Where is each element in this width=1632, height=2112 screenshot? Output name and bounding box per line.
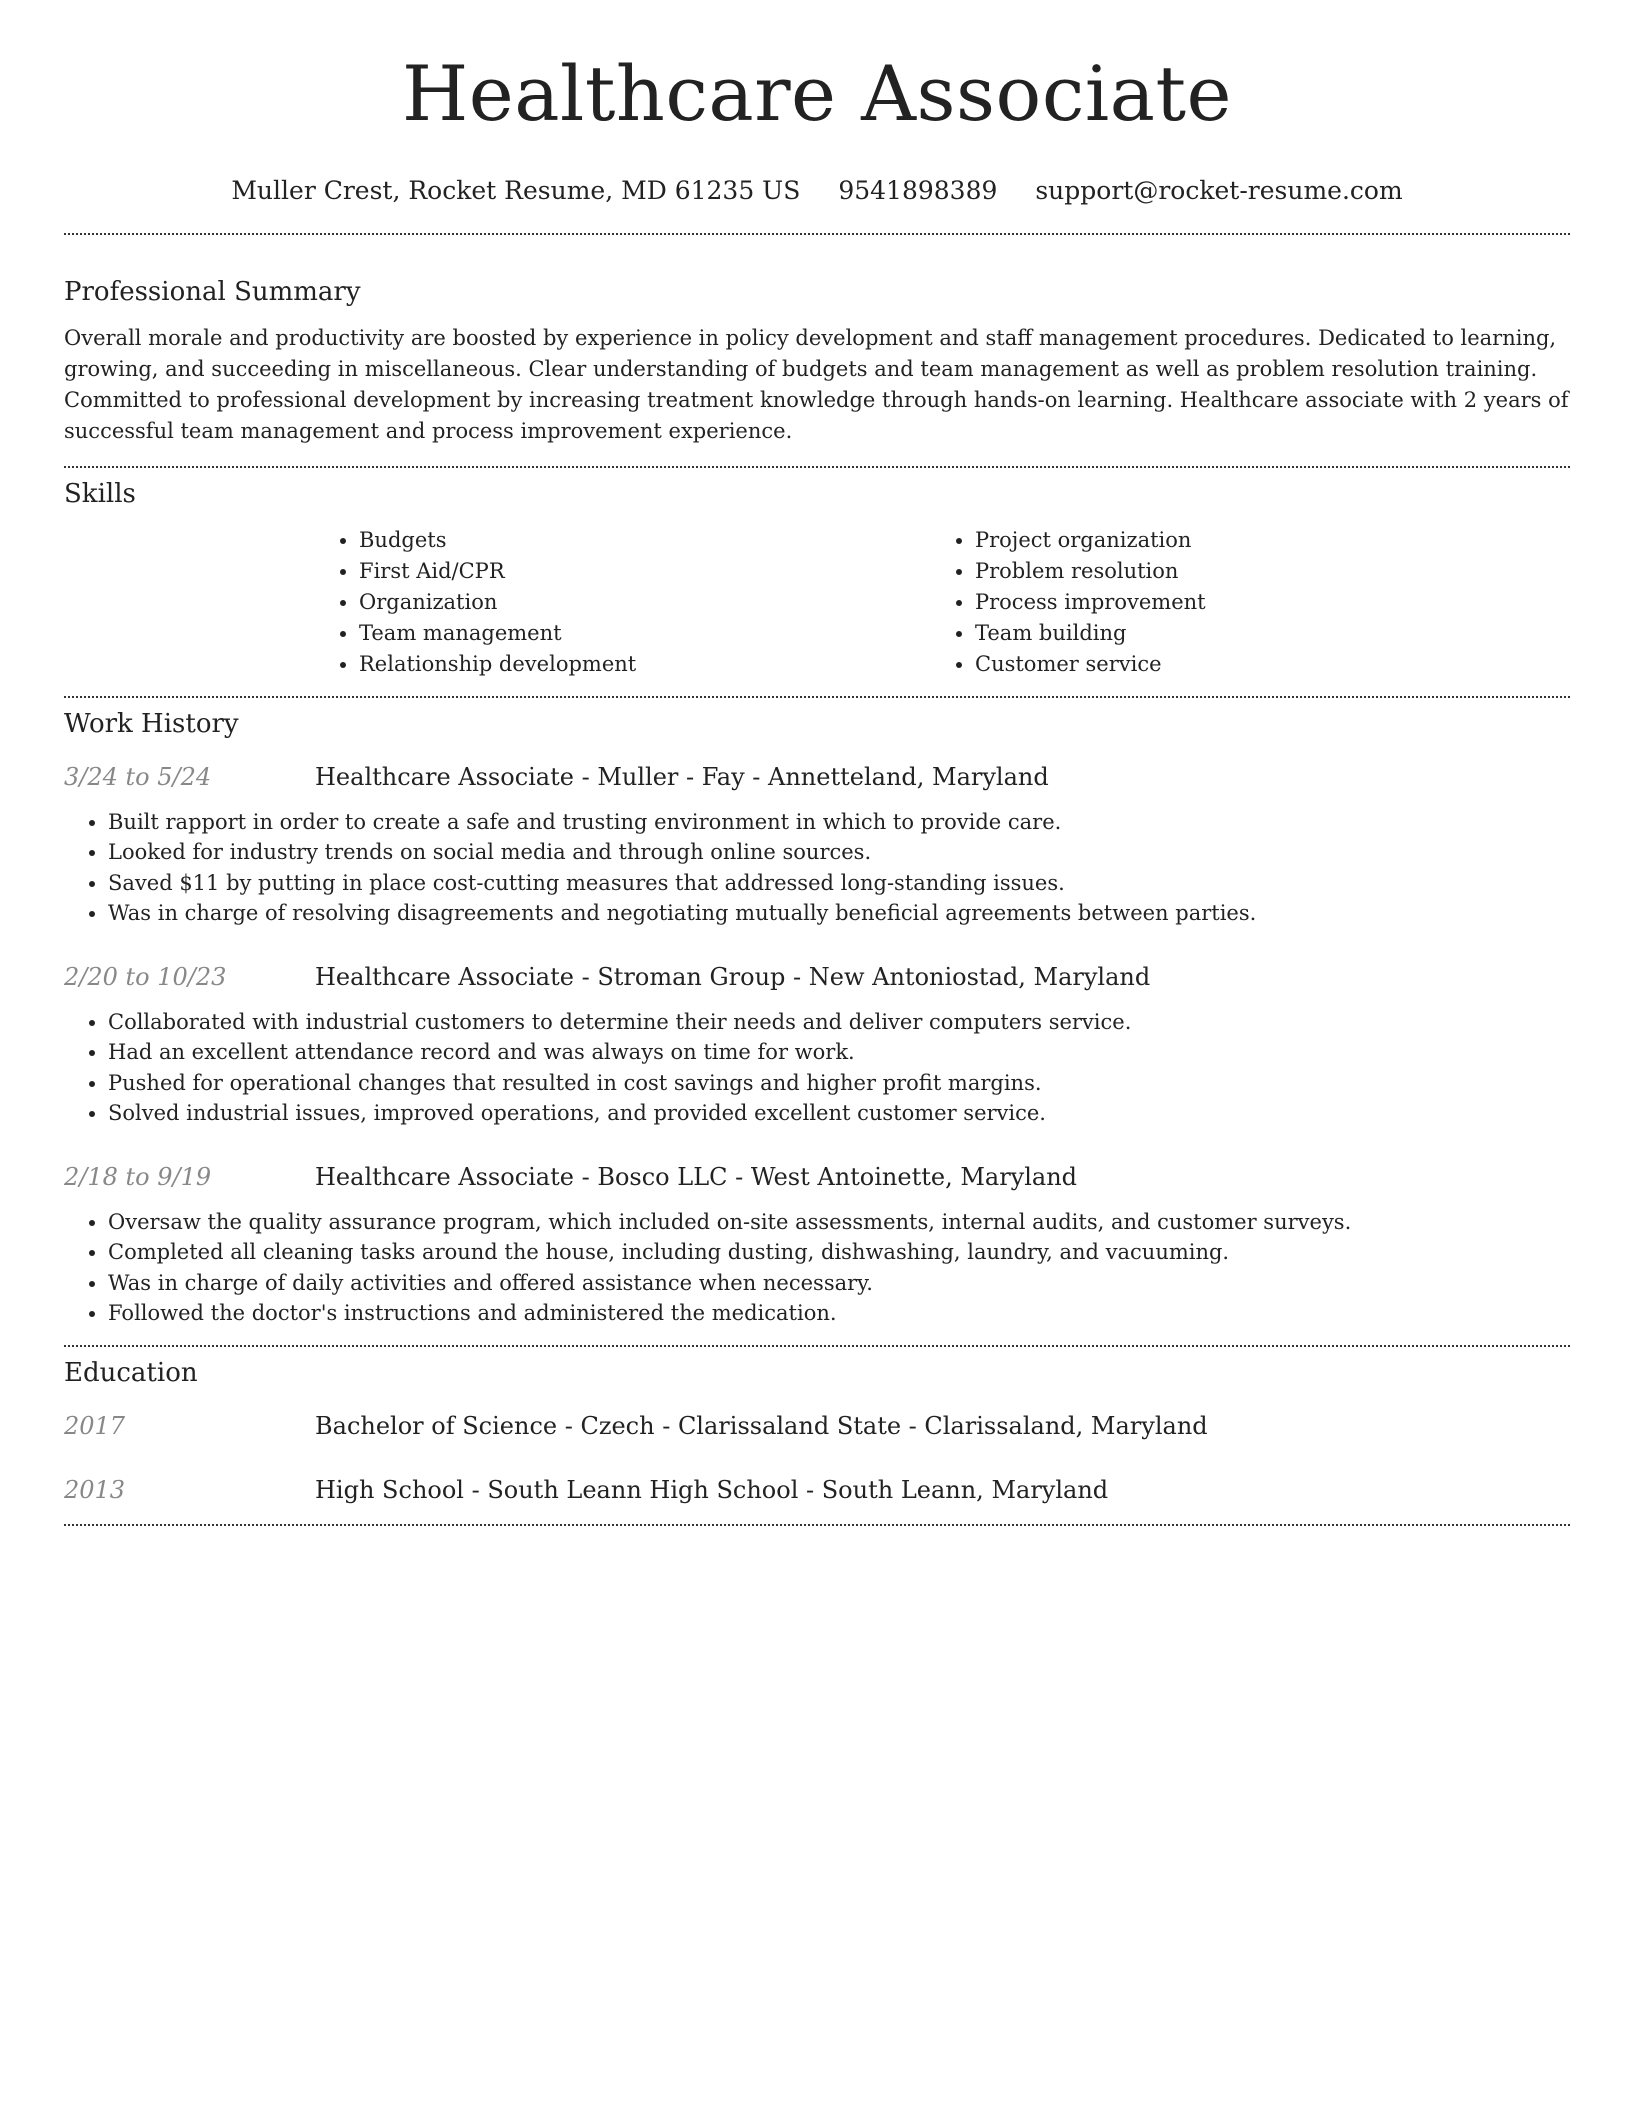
job-entry [64, 963, 1570, 1129]
education-entry [64, 1412, 1570, 1440]
contact-email: support@rocket-resume.com [1035, 175, 1403, 205]
contact-phone: 9541898389 [838, 175, 998, 205]
skill-item: • Process improvement [975, 587, 1547, 618]
job-bullet: • Followed the doctor's instructions and administered the medication. [108, 1298, 1570, 1329]
job-bullet: • Was in charge of resolving disagreements and negotiating mutually beneficial agreements between parties. [108, 898, 1570, 929]
job-bullet: • Completed all cleaning tasks around the house, including dusting, dishwashing, laundry, and vacuuming. [108, 1237, 1570, 1268]
skills-list-right [931, 525, 1547, 680]
education-date: 2017 [64, 1411, 126, 1440]
skill-item: • First Aid/CPR [359, 556, 931, 587]
skill-item: • Project organization [975, 525, 1547, 556]
divider [64, 696, 1570, 698]
summary-section [64, 277, 1570, 447]
education-heading: High School - South Leann High School - South Leann, Maryland [315, 1475, 1109, 1504]
resume-name: Healthcare Associate [401, 49, 1233, 138]
contact-address: Muller Crest, Rocket Resume, MD 61235 US [231, 175, 801, 205]
resume-page [64, 0, 1570, 1526]
job-header [64, 763, 1570, 791]
job-heading: Healthcare Associate - Stroman Group - New Antoniostad, Maryland [315, 962, 1151, 991]
job-entry [64, 1163, 1570, 1329]
skills-heading: Skills [64, 478, 136, 509]
job-bullets [64, 1007, 1570, 1129]
education-heading: Bachelor of Science - Czech - Clarissaland State - Clarissaland, Maryland [315, 1411, 1208, 1440]
job-heading: Healthcare Associate - Muller - Fay - Annetteland, Maryland [315, 762, 1049, 791]
education-date: 2013 [64, 1475, 126, 1504]
job-bullet: • Pushed for operational changes that resulted in cost savings and higher profit margins. [108, 1068, 1570, 1099]
summary-heading: Professional Summary [64, 276, 361, 307]
education-section [64, 1358, 1570, 1504]
skills-section [64, 479, 1570, 680]
job-bullet: • Oversaw the quality assurance program, which included on-site assessments, internal audits, and customer surveys. [108, 1207, 1570, 1238]
job-bullet: • Looked for industry trends on social media and through online sources. [108, 837, 1570, 868]
job-date: 3/24 to 5/24 [64, 762, 212, 791]
divider [64, 233, 1570, 235]
skill-item: • Relationship development [359, 649, 931, 680]
job-bullet: • Solved industrial issues, improved operations, and provided excellent customer service. [108, 1098, 1570, 1129]
job-bullet: • Had an excellent attendance record and was always on time for work. [108, 1037, 1570, 1068]
summary-text: Overall morale and productivity are boosted by experience in policy development and staff management procedures. Dedicated to learning, growing, and succeeding in miscellaneous. Clear understanding of budgets and team management as well as problem resolution training. Committed to professional development by increasing treatment knowledge through hands-on learning. Healthcare associate with 2 years of successful team management and process improvement experience. [64, 325, 1569, 443]
work-section [64, 709, 1570, 1329]
job-bullet: • Saved $11 by putting in place cost-cutting measures that addressed long-standing issues. [108, 868, 1570, 899]
work-heading: Work History [64, 708, 239, 739]
education-entry [64, 1476, 1570, 1504]
job-bullets [64, 807, 1570, 929]
skill-item: • Team building [975, 618, 1547, 649]
job-bullet: • Built rapport in order to create a safe and trusting environment in which to provide care. [108, 807, 1570, 838]
skill-item: • Problem resolution [975, 556, 1547, 587]
job-header [64, 1163, 1570, 1191]
divider [64, 1345, 1570, 1347]
job-bullet: • Collaborated with industrial customers to determine their needs and deliver computers service. [108, 1007, 1570, 1038]
skill-item: • Customer service [975, 649, 1547, 680]
job-header [64, 963, 1570, 991]
contact-line [64, 176, 1570, 205]
skills-list-left [315, 525, 931, 680]
skill-item: • Organization [359, 587, 931, 618]
job-bullets [64, 1207, 1570, 1329]
skill-item: • Budgets [359, 525, 931, 556]
job-bullet: • Was in charge of daily activities and offered assistance when necessary. [108, 1268, 1570, 1299]
job-date: 2/20 to 10/23 [64, 962, 227, 991]
skills-columns [315, 525, 1570, 680]
job-heading: Healthcare Associate - Bosco LLC - West Antoinette, Maryland [315, 1162, 1078, 1191]
divider [64, 466, 1570, 468]
education-heading: Education [64, 1357, 198, 1388]
skill-item: • Team management [359, 618, 931, 649]
job-entry [64, 763, 1570, 929]
job-date: 2/18 to 9/19 [64, 1162, 212, 1191]
divider [64, 1524, 1570, 1526]
